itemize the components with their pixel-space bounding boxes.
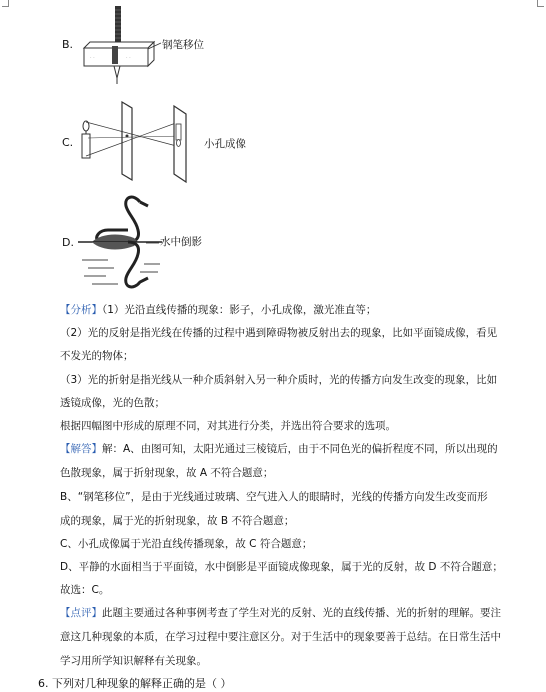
solution-tag: 【解答】 (60, 443, 102, 455)
solution-line-5: C、小孔成像属于光沿直线传播现象，故 C 符合题意； (60, 538, 313, 550)
analysis-line-4: （3）光的折射是指光线从一种介质斜射入另一种介质时，光的传播方向发生改变的现象，比如 (60, 374, 498, 386)
comment-tag: 【点评】 (60, 607, 102, 619)
analysis-line-6: 根据四幅图中形成的原理不同，对其进行分类，并选出符合要求的选项。 (60, 420, 396, 432)
pen-in-glass-figure (78, 4, 158, 86)
svg-text:· ·: · · (126, 55, 131, 61)
option-c-letter: C. (62, 136, 74, 149)
analysis-line-3: 不发光的物体； (60, 350, 134, 362)
solution-line-7: 故选：C。 (60, 584, 110, 596)
solution-line-2: 色散现象，属于折射现象，故 A 不符合题意； (60, 467, 274, 479)
svg-text:· ·: · · (90, 55, 95, 61)
comment-line-1: 【点评】此题主要通过各种事例考查了学生对光的反射、光的直线传播、光的折射的理解。要注 (60, 607, 501, 619)
option-b-letter: B. (62, 38, 74, 51)
comment-line-2: 意这几种现象的本质，在学习过程中要注意区分。对于生活中的现象要善于总结。在日常生活中 (60, 631, 501, 643)
crop-mark-top-left (2, 0, 9, 7)
solution-line-1: 【解答】解：A、由图可知，太阳光通过三棱镜后，由于不同色光的偏折程度不同，所以出现的 (60, 443, 498, 455)
analysis-line-1: 【分析】（1）光沿直线传播的现象：影子，小孔成像，激光准直等； (60, 304, 377, 316)
option-d-letter: D. (62, 236, 74, 249)
crop-mark-top-right (537, 0, 544, 7)
caption-pointer-d (146, 241, 160, 245)
comment-line-3: 学习用所学知识解释有关现象。 (60, 655, 207, 667)
next-question: 6. 下列对几种现象的解释正确的是（ ） (38, 677, 232, 690)
caption-pointer-b (148, 42, 162, 50)
solution-line-3: B、“钢笔移位”，是由于光线通过玻璃、空气进入人的眼睛时，光线的传播方向发生改变而形 (60, 491, 488, 503)
option-b-caption: 钢笔移位 (162, 39, 204, 51)
analysis-line-5: 透镜成像，光的色散； (60, 397, 165, 409)
solution-line-4: 成的现象，属于光的折射现象，故 B 不符合题意； (60, 515, 295, 527)
analysis-line-2: （2）光的反射是指光线在传播的过程中遇到障碍物被反射出去的现象，比如平面镜成像，看见 (60, 327, 498, 339)
pinhole-camera-figure (78, 98, 202, 184)
option-c-caption: 小孔成像 (204, 138, 246, 150)
option-d-caption: 水中倒影 (160, 236, 202, 248)
solution-line-6: D、平静的水面相当于平面镜，水中倒影是平面镜成像现象，属于光的反射，故 D 不符合题意； (60, 561, 503, 573)
analysis-tag: 【分析】 (60, 304, 102, 316)
